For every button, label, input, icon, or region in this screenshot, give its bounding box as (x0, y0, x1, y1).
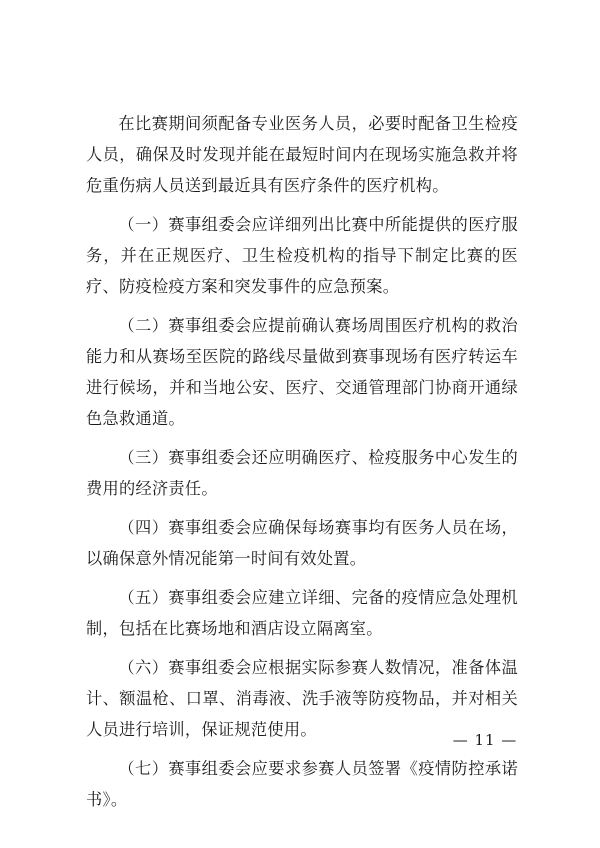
paragraph-item-2: （二）赛事组委会应提前确认赛场周围医疗机构的救治能力和从赛场至医院的路线尽量做到赛事现场有医疗转运车进行候场，并和当地公安、医疗、交通管理部门协商开通绿色急救通道。 (86, 316, 518, 428)
paragraph-item-6: （六）赛事组委会应根据实际参赛人数情况，准备体温计、额温枪、口罩、消毒液、洗手液等防疫物品，并对相关人员进行培训，保证规范使用。 (86, 658, 518, 739)
paragraph-item-4: （四）赛事组委会应确保每场赛事均有医务人员在场，以确保意外情况能第一时间有效处置。 (86, 518, 518, 568)
body-text (86, 108, 518, 823)
paragraph-item-1: （一）赛事组委会应详细列出比赛中所能提供的医疗服务，并在正规医疗、卫生检疫机构的指导下制定比赛的医疗、防疫检疫方案和突发事件的应急预案。 (86, 215, 518, 296)
paragraph-item-5: （五）赛事组委会应建立详细、完备的疫情应急处理机制，包括在比赛场地和酒店设立隔离室。 (86, 588, 518, 638)
paragraph-item-7: （七）赛事组委会应要求参赛人员签署《疫情防控承诺书》。 (86, 759, 518, 809)
paragraph-item-3: （三）赛事组委会还应明确医疗、检疫服务中心发生的费用的经济责任。 (86, 448, 518, 498)
page-number: — 11 — (452, 731, 518, 749)
paragraph-intro: 在比赛期间须配备专业医务人员，必要时配备卫生检疫人员，确保及时发现并能在最短时间内在现场实施急救并将危重伤病人员送到最近具有医疗条件的医疗机构。 (86, 114, 518, 195)
